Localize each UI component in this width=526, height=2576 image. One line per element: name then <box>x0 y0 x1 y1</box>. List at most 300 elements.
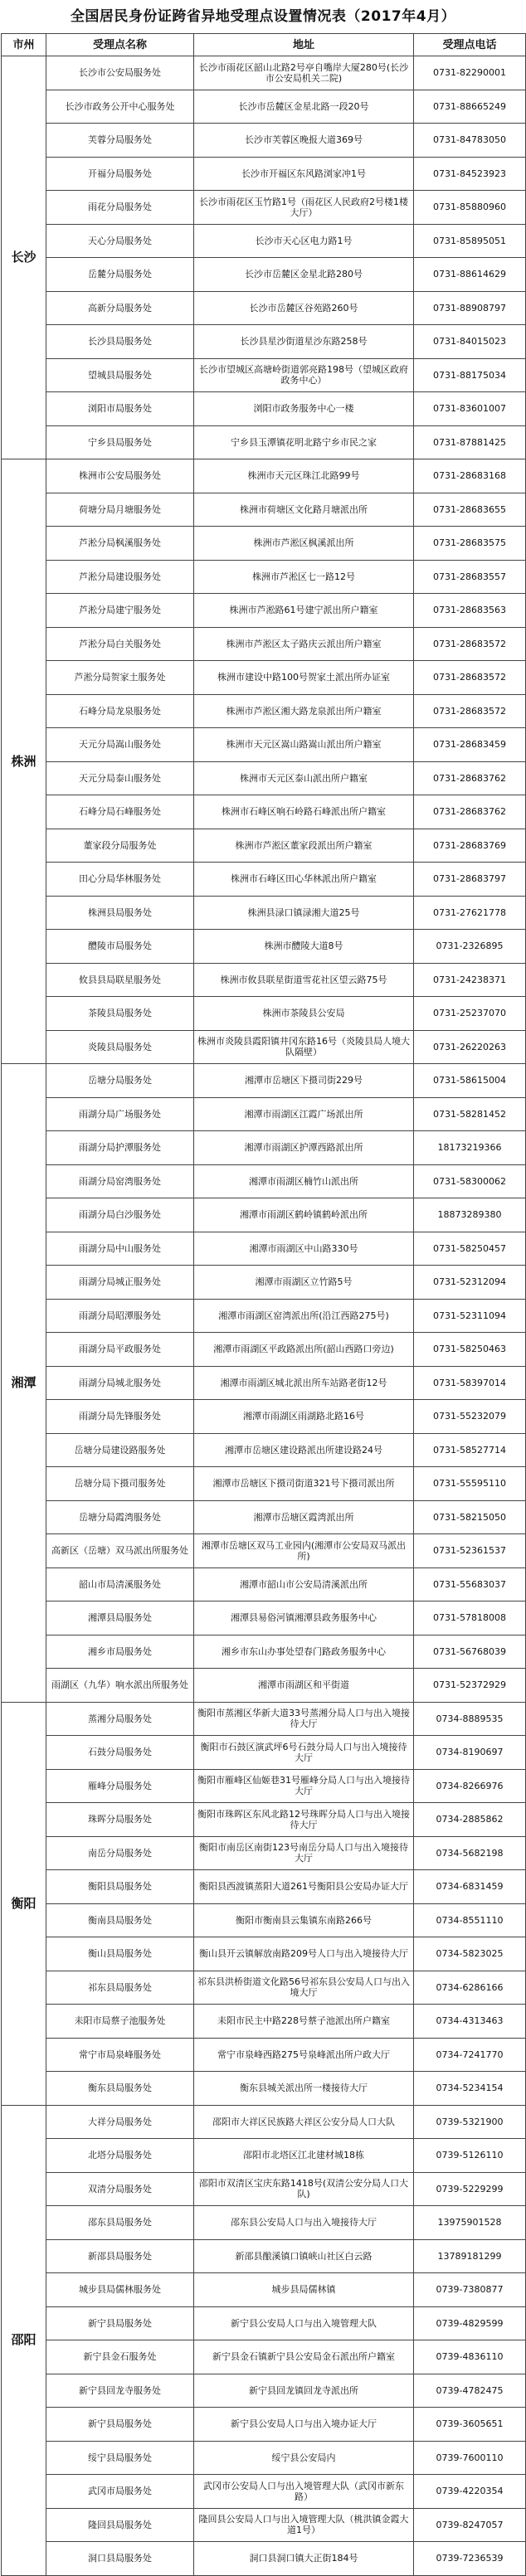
service-point-phone: 0731-58250457 <box>414 1232 526 1266</box>
service-point-phone: 0739-5321900 <box>414 2105 526 2139</box>
service-point-phone: 0739-3605651 <box>414 2408 526 2442</box>
service-point-phone: 0731-28683557 <box>414 560 526 594</box>
service-point-name: 石峰分局石峰服务处 <box>46 795 194 829</box>
table-row <box>2 2374 526 2408</box>
city-cell: 衡阳 <box>2 1702 46 2105</box>
service-point-name: 雨湖分局白沙服务处 <box>46 1198 194 1232</box>
service-point-name: 浏阳市局服务处 <box>46 392 194 426</box>
table-row <box>2 594 526 628</box>
city-cell: 长沙 <box>2 56 46 459</box>
service-point-phone: 0731-55683037 <box>414 1567 526 1601</box>
service-point-address: 湘潭市雨湖区中山路330号 <box>194 1232 414 1266</box>
service-point-phone: 18173219366 <box>414 1131 526 1165</box>
table-row <box>2 358 526 392</box>
table-row <box>2 2306 526 2340</box>
service-point-address: 邵阳市北塔区江北建材城18栋 <box>194 2139 414 2173</box>
service-point-phone: 0731-84015023 <box>414 325 526 359</box>
service-point-phone: 0739-4836110 <box>414 2340 526 2374</box>
service-point-address: 湘潭市雨湖区城北派出所车站路老街12号 <box>194 1366 414 1400</box>
service-point-phone: 0731-52372929 <box>414 1669 526 1703</box>
service-point-address: 武冈市公安局人口与出入境管理大队（武冈市新东路） <box>194 2475 414 2509</box>
service-point-address: 湘潭市雨湖区鹤岭镇鹤岭派出所 <box>194 1198 414 1232</box>
service-point-name: 攸县县局联星服务处 <box>46 963 194 997</box>
service-point-phone: 0731-84523923 <box>414 157 526 191</box>
service-point-address: 新邵县酿溪镇口镇峡山社区白云路 <box>194 2239 414 2273</box>
service-point-phone: 0734-4313463 <box>414 2005 526 2039</box>
service-point-name: 北塔分局服务处 <box>46 2139 194 2173</box>
service-point-name: 望城县局服务处 <box>46 358 194 392</box>
table-row <box>2 1500 526 1534</box>
service-point-phone: 0731-82290001 <box>414 56 526 90</box>
service-point-address: 株洲市芦淞区太子路庆云派出所户籍室 <box>194 627 414 661</box>
table-row <box>2 863 526 897</box>
service-point-phone: 0739-4220354 <box>414 2475 526 2509</box>
service-point-phone: 0731-28683563 <box>414 594 526 628</box>
table-row <box>2 1534 526 1568</box>
table-row <box>2 896 526 930</box>
service-point-address: 长沙市岳麓区金星北路280号 <box>194 258 414 292</box>
service-point-address: 衡阳市石鼓区演武坪6号石鼓分局人口与出入境接待大厅 <box>194 1736 414 1770</box>
service-point-address: 株洲市芦淞区枫溪派出所 <box>194 527 414 561</box>
service-point-phone: 0731-57818008 <box>414 1601 526 1636</box>
service-point-phone: 0731-28683575 <box>414 527 526 561</box>
service-point-phone: 0731-27621778 <box>414 896 526 930</box>
table-row <box>2 1064 526 1098</box>
table-row <box>2 694 526 728</box>
table-row <box>2 1937 526 1971</box>
table-row <box>2 392 526 426</box>
table-row <box>2 1164 526 1198</box>
table-row <box>2 325 526 359</box>
service-point-name: 长沙市公安局服务处 <box>46 56 194 90</box>
service-point-name: 茶陵县局服务处 <box>46 997 194 1031</box>
service-point-address: 耒阳市民主中路228号蔡子池派出所户籍室 <box>194 2005 414 2039</box>
table-row <box>2 1736 526 1770</box>
document-title: 全国居民身份证跨省异地受理点设置情况表（2017年4月） <box>70 8 456 25</box>
service-point-address: 衡阳市衡南县云集镇东南路266号 <box>194 1903 414 1937</box>
service-point-phone: 0731-2326895 <box>414 930 526 964</box>
service-point-address: 长沙县星沙街道星沙东路258号 <box>194 325 414 359</box>
service-point-phone: 0731-25237070 <box>414 997 526 1031</box>
service-point-address: 株洲市芦淞区湘大路龙泉派出所户籍室 <box>194 694 414 728</box>
service-point-phone: 0731-28683769 <box>414 829 526 863</box>
table-row <box>2 661 526 695</box>
service-point-name: 雨湖区（九华）响水派出所服务处 <box>46 1669 194 1703</box>
table-row <box>2 1097 526 1131</box>
service-point-name: 雨花分局服务处 <box>46 191 194 225</box>
service-point-phone: 0731-84783050 <box>414 124 526 158</box>
service-point-phone: 0731-52312094 <box>414 1266 526 1300</box>
table-row <box>2 1567 526 1601</box>
service-point-phone: 0731-85880960 <box>414 191 526 225</box>
table-row <box>2 2239 526 2273</box>
service-point-address: 洞口县洞口镇大正街184号 <box>194 2542 414 2576</box>
service-point-phone: 0731-58300062 <box>414 1164 526 1198</box>
table-row <box>2 2475 526 2509</box>
table-row <box>2 1299 526 1333</box>
service-point-name: 岳麓分局服务处 <box>46 258 194 292</box>
service-point-phone: 0731-28683762 <box>414 795 526 829</box>
service-point-address: 株洲市天元区珠江北路99号 <box>194 459 414 493</box>
city-cell: 株洲 <box>2 459 46 1064</box>
service-point-address: 株洲市芦淞区董家段派出所户籍室 <box>194 829 414 863</box>
service-point-phone: 0731-52361537 <box>414 1534 526 1568</box>
service-point-address: 邵阳市大祥区民族路大祥区公安分局人口大队 <box>194 2105 414 2139</box>
header-address: 地址 <box>194 34 414 56</box>
table-row <box>2 1467 526 1501</box>
service-point-phone: 0734-6831459 <box>414 1870 526 1904</box>
service-point-phone: 0731-55232079 <box>414 1400 526 1434</box>
service-point-address: 衡山县开云镇解放南路209号人口与出入境接待大厅 <box>194 1937 414 1971</box>
table-row <box>2 2441 526 2475</box>
service-point-address: 湘潭市雨湖区窑湾派出所(沿江西路275号) <box>194 1299 414 1333</box>
service-point-name: 耒阳市局蔡子池服务处 <box>46 2005 194 2039</box>
table-row <box>2 728 526 762</box>
service-point-phone: 0739-7380877 <box>414 2273 526 2307</box>
service-point-phone: 0731-28683572 <box>414 694 526 728</box>
city-cell: 邵阳 <box>2 2105 46 2575</box>
table-row <box>2 2139 526 2173</box>
table-row <box>2 1870 526 1904</box>
table-row <box>2 2340 526 2374</box>
service-point-name: 岳塘分局服务处 <box>46 1064 194 1098</box>
table-row <box>2 2038 526 2072</box>
service-point-address: 株洲市攸县联星街道雪花社区望云路75号 <box>194 963 414 997</box>
service-point-name: 荷塘分局月塘服务处 <box>46 493 194 527</box>
service-point-address: 湘潭市岳塘区双马工业园内(湘潭市公安局双马派出所) <box>194 1534 414 1568</box>
service-point-name: 隆回县局服务处 <box>46 2508 194 2542</box>
service-point-phone: 0734-5682198 <box>414 1836 526 1870</box>
header-phone: 受理点电话 <box>414 34 526 56</box>
table-row <box>2 56 526 90</box>
table-row <box>2 1702 526 1736</box>
table-row <box>2 963 526 997</box>
service-point-address: 湘潭市雨湖区护潭西路派出所 <box>194 1131 414 1165</box>
service-point-address: 湘潭县易俗河镇湘潭县政务服务中心 <box>194 1601 414 1636</box>
service-point-name: 天心分局服务处 <box>46 224 194 258</box>
service-point-name: 长沙县局服务处 <box>46 325 194 359</box>
service-point-address: 新宁县金石镇新宁县公安局金石派出所户籍室 <box>194 2340 414 2374</box>
service-point-name: 雨湖分局先锋服务处 <box>46 1400 194 1434</box>
service-point-name: 醴陵市局服务处 <box>46 930 194 964</box>
service-point-name: 雨湖分局中山服务处 <box>46 1232 194 1266</box>
service-point-name: 珠晖分局服务处 <box>46 1803 194 1837</box>
service-point-phone: 0731-85895051 <box>414 224 526 258</box>
service-point-address: 株洲市石峰区田心华林派出所户籍室 <box>194 863 414 897</box>
service-point-name: 祁东县局服务处 <box>46 1971 194 2005</box>
service-point-address: 新宁县公安局人口与出入境办证大厅 <box>194 2408 414 2442</box>
service-point-address: 城步县局儒林镇 <box>194 2273 414 2307</box>
service-point-address: 湘潭市雨湖区立竹路5号 <box>194 1266 414 1300</box>
service-point-phone: 0731-28683762 <box>414 761 526 795</box>
service-point-phone: 0731-28683168 <box>414 459 526 493</box>
service-point-address: 湘潭市雨湖区楠竹山派出所 <box>194 1164 414 1198</box>
header-name: 受理点名称 <box>46 34 194 56</box>
service-point-name: 南岳分局服务处 <box>46 1836 194 1870</box>
service-point-address: 株洲市建设中路100号贺家土派出所办证室 <box>194 661 414 695</box>
table-row <box>2 2408 526 2442</box>
service-point-name: 石峰分局龙泉服务处 <box>46 694 194 728</box>
service-point-address: 长沙市雨花区玉竹路1号（雨花区人民政府2号楼1楼大厅） <box>194 191 414 225</box>
service-point-name: 雨湖分局广场服务处 <box>46 1097 194 1131</box>
service-point-name: 城步县局儒林服务处 <box>46 2273 194 2307</box>
service-point-address: 常宁市泉峰西路275号泉峰派出所户政大厅 <box>194 2038 414 2072</box>
service-point-address: 株洲市炎陵县霞阳镇井冈东路16号（炎陵县局人境大队隔壁） <box>194 1030 414 1064</box>
service-point-phone: 0734-8190697 <box>414 1736 526 1770</box>
table-row <box>2 930 526 964</box>
service-point-name: 开福分局服务处 <box>46 157 194 191</box>
table-row <box>2 1903 526 1937</box>
service-point-phone: 0731-28683655 <box>414 493 526 527</box>
table-row <box>2 1400 526 1434</box>
service-point-name: 新宁县局服务处 <box>46 2408 194 2442</box>
service-point-address: 衡阳市雁峰区仙姬巷31号雁峰分局人口与出入境接待大厅 <box>194 1769 414 1803</box>
service-point-address: 湘潭市岳塘区下摄司街道321号下摄司派出所 <box>194 1467 414 1501</box>
service-point-address: 株洲市天元区嵩山路嵩山派出所户籍室 <box>194 728 414 762</box>
service-point-name: 大祥分局服务处 <box>46 2105 194 2139</box>
service-point-address: 株洲市芦淞区七一路12号 <box>194 560 414 594</box>
service-point-phone: 0734-8889535 <box>414 1702 526 1736</box>
service-point-address: 衡阳市南岳区南街123号南岳分局人口与出入境接待大厅 <box>194 1836 414 1870</box>
service-point-phone: 0731-52311094 <box>414 1299 526 1333</box>
service-point-phone: 0731-56768039 <box>414 1635 526 1669</box>
service-point-phone: 0734-6286166 <box>414 1971 526 2005</box>
service-point-phone: 0739-4829599 <box>414 2306 526 2340</box>
table-row <box>2 90 526 124</box>
table-row <box>2 1030 526 1064</box>
service-point-name: 高新分局服务处 <box>46 291 194 325</box>
service-point-address: 湘潭市岳塘区建设路派出所建设路24号 <box>194 1433 414 1467</box>
service-point-name: 绥宁县局服务处 <box>46 2441 194 2475</box>
table-row <box>2 124 526 158</box>
table-row <box>2 2172 526 2206</box>
service-point-phone: 0739-7600110 <box>414 2441 526 2475</box>
service-point-name: 新邵县局服务处 <box>46 2239 194 2273</box>
service-point-name: 芦淞分局贺家土服务处 <box>46 661 194 695</box>
service-point-address: 株洲市天元区泰山派出所户籍室 <box>194 761 414 795</box>
service-point-name: 雨湖分局昭潭服务处 <box>46 1299 194 1333</box>
table-row <box>2 493 526 527</box>
service-point-name: 石鼓分局服务处 <box>46 1736 194 1770</box>
table-row <box>2 1669 526 1703</box>
table-row <box>2 1266 526 1300</box>
service-point-address: 长沙市岳麓区谷苑路260号 <box>194 291 414 325</box>
service-point-name: 常宁市局泉峰服务处 <box>46 2038 194 2072</box>
service-point-phone: 0734-8551110 <box>414 1903 526 1937</box>
table-row <box>2 2105 526 2139</box>
service-point-address: 长沙市开福区东风路浏家冲1号 <box>194 157 414 191</box>
service-point-phone: 0731-58527714 <box>414 1433 526 1467</box>
service-point-name: 芦淞分局枫溪服务处 <box>46 527 194 561</box>
service-point-name: 长沙市政务公开中心服务处 <box>46 90 194 124</box>
service-point-address: 株洲市石峰区响石岭路石峰派出所户籍室 <box>194 795 414 829</box>
service-point-phone: 0731-88665249 <box>414 90 526 124</box>
service-point-address: 长沙市天心区电力路1号 <box>194 224 414 258</box>
service-point-address: 株洲市茶陵县公安局 <box>194 997 414 1031</box>
service-point-phone: 0731-24238371 <box>414 963 526 997</box>
table-row <box>2 459 526 493</box>
table-row <box>2 2542 526 2576</box>
service-point-address: 长沙市望城区高塘岭街道郭亮路198号（望城区政府政务中心） <box>194 358 414 392</box>
service-point-name: 宁乡县局服务处 <box>46 425 194 459</box>
service-point-phone: 18873289380 <box>414 1198 526 1232</box>
service-point-address: 湘乡市东山办事处望春门路政务服务中心 <box>194 1635 414 1669</box>
table-row <box>2 1333 526 1367</box>
service-point-address: 浏阳市政务服务中心一楼 <box>194 392 414 426</box>
service-point-name: 雨湖分局平政服务处 <box>46 1333 194 1367</box>
service-point-name: 岳塘分局霞湾服务处 <box>46 1500 194 1534</box>
service-point-address: 隆回县公安局人口与出入境管理大队（桃洪镇金霞大道1号） <box>194 2508 414 2542</box>
table-row <box>2 2206 526 2240</box>
service-point-name: 衡东县局服务处 <box>46 2072 194 2106</box>
service-point-name: 雁峰分局服务处 <box>46 1769 194 1803</box>
service-point-name: 新宁县回龙寺服务处 <box>46 2374 194 2408</box>
service-point-phone: 0739-7236539 <box>414 2542 526 2576</box>
service-point-address: 邵东县公安局人口与出入境接待大厅 <box>194 2206 414 2240</box>
table-row <box>2 1836 526 1870</box>
service-point-address: 衡阳县西渡镇蒸阳大道261号衡阳县公安局办证大厅 <box>194 1870 414 1904</box>
service-point-name: 高新区（岳塘）双马派出所服务处 <box>46 1534 194 1568</box>
service-point-name: 武冈市局服务处 <box>46 2475 194 2509</box>
service-point-phone: 0739-8247057 <box>414 2508 526 2542</box>
service-point-phone: 0734-8266976 <box>414 1769 526 1803</box>
service-point-name: 株洲市公安局服务处 <box>46 459 194 493</box>
service-point-name: 天元分局嵩山服务处 <box>46 728 194 762</box>
table-row <box>2 1366 526 1400</box>
service-point-name: 芦淞分局建宁服务处 <box>46 594 194 628</box>
table-row <box>2 829 526 863</box>
service-point-phone: 0731-58250463 <box>414 1333 526 1367</box>
table-row <box>2 2273 526 2307</box>
table-row <box>2 1131 526 1165</box>
service-point-name: 衡南县局服务处 <box>46 1903 194 1937</box>
service-point-address: 株洲县渌口镇渌湘大道25号 <box>194 896 414 930</box>
service-point-phone: 0734-5234154 <box>414 2072 526 2106</box>
service-point-name: 芙蓉分局服务处 <box>46 124 194 158</box>
service-point-name: 蒸湘分局服务处 <box>46 1702 194 1736</box>
service-point-name: 芦淞分局白关服务处 <box>46 627 194 661</box>
service-point-address: 新宁县回龙镇回龙寺派出所 <box>194 2374 414 2408</box>
service-point-address: 衡东县城关派出所一楼接待大厅 <box>194 2072 414 2106</box>
service-point-phone: 0739-4782475 <box>414 2374 526 2408</box>
service-point-name: 湘潭县局服务处 <box>46 1601 194 1636</box>
service-point-name: 田心分局华林服务处 <box>46 863 194 897</box>
service-point-phone: 0731-88175034 <box>414 358 526 392</box>
service-point-phone: 0731-83601007 <box>414 392 526 426</box>
service-point-address: 湘潭市雨湖区和平街道 <box>194 1669 414 1703</box>
header-city: 市州 <box>2 34 46 56</box>
service-point-phone: 0731-28683572 <box>414 661 526 695</box>
table-row <box>2 1198 526 1232</box>
service-point-phone: 0731-58215050 <box>414 1500 526 1534</box>
service-point-name: 芦淞分局建设服务处 <box>46 560 194 594</box>
service-point-name: 洞口县局服务处 <box>46 2542 194 2576</box>
service-point-address: 湘潭市雨湖区平政路派出所(韶山西路口旁边) <box>194 1333 414 1367</box>
table-row <box>2 795 526 829</box>
table-row <box>2 258 526 292</box>
table-row <box>2 1601 526 1636</box>
service-point-address: 株洲市荷塘区文化路月塘派出所 <box>194 493 414 527</box>
table-row <box>2 2005 526 2039</box>
table-row <box>2 291 526 325</box>
service-point-name: 雨湖分局窑湾服务处 <box>46 1164 194 1198</box>
service-point-name: 董家段分局服务处 <box>46 829 194 863</box>
service-point-address: 新宁县公安局人口与出入境管理大队 <box>194 2306 414 2340</box>
service-point-address: 湘潭市雨湖区江霞广场派出所 <box>194 1097 414 1131</box>
service-point-address: 祁东县洪桥街道文化路56号祁东县公安局人口与出入境大厅 <box>194 1971 414 2005</box>
service-point-name: 炎陵县局服务处 <box>46 1030 194 1064</box>
service-point-address: 株洲市芦淞路61号建宁派出所户籍室 <box>194 594 414 628</box>
service-point-name: 岳塘分局建设路服务处 <box>46 1433 194 1467</box>
service-point-phone: 0731-58615004 <box>414 1064 526 1098</box>
service-point-address: 株洲市醴陵大道8号 <box>194 930 414 964</box>
service-point-name: 新宁县局服务处 <box>46 2306 194 2340</box>
service-point-phone: 0731-55595110 <box>414 1467 526 1501</box>
service-point-name: 双清分局服务处 <box>46 2172 194 2206</box>
service-point-phone: 0734-5823025 <box>414 1937 526 1971</box>
service-point-phone: 0731-88908797 <box>414 291 526 325</box>
table-row <box>2 2072 526 2106</box>
service-point-name: 韶山市局清溪服务处 <box>46 1567 194 1601</box>
service-point-address: 邵阳市双清区宝庆东路1418号(双清公安分局人口大队) <box>194 2172 414 2206</box>
table-row <box>2 997 526 1031</box>
table-row <box>2 1433 526 1467</box>
service-point-address: 长沙市岳麓区金星北路一段20号 <box>194 90 414 124</box>
table-row <box>2 2508 526 2542</box>
table-row <box>2 1803 526 1837</box>
service-point-name: 邵东县局服务处 <box>46 2206 194 2240</box>
service-point-name: 岳塘分局下摄司服务处 <box>46 1467 194 1501</box>
service-point-phone: 0731-28683797 <box>414 863 526 897</box>
service-point-phone: 0731-58281452 <box>414 1097 526 1131</box>
city-cell: 湘潭 <box>2 1064 46 1703</box>
table-row <box>2 560 526 594</box>
service-point-phone: 0731-28683572 <box>414 627 526 661</box>
service-point-address: 湘潭市岳塘区霞湾派出所 <box>194 1500 414 1534</box>
table-header-row <box>2 34 526 56</box>
table-row <box>2 1769 526 1803</box>
service-point-address: 绥宁县公安局内 <box>194 2441 414 2475</box>
service-point-name: 衡阳县局服务处 <box>46 1870 194 1904</box>
table-row <box>2 527 526 561</box>
service-point-phone: 0731-58397014 <box>414 1366 526 1400</box>
service-point-name: 株洲县局服务处 <box>46 896 194 930</box>
service-point-address: 长沙市芙蓉区晚报大道369号 <box>194 124 414 158</box>
service-point-phone: 0739-5126110 <box>414 2139 526 2173</box>
service-point-address: 湘潭市岳塘区下摄司街229号 <box>194 1064 414 1098</box>
table-row <box>2 627 526 661</box>
table-row <box>2 761 526 795</box>
table-row <box>2 224 526 258</box>
service-point-phone: 13789181299 <box>414 2239 526 2273</box>
service-point-name: 衡山县局服务处 <box>46 1937 194 1971</box>
service-points-table <box>1 33 526 2576</box>
service-point-name: 雨湖分局城正服务处 <box>46 1266 194 1300</box>
service-point-address: 湘潭市雨湖区雨湖路北路16号 <box>194 1400 414 1434</box>
service-point-address: 宁乡县玉潭镇花明北路宁乡市民之家 <box>194 425 414 459</box>
table-row <box>2 191 526 225</box>
service-point-name: 湘乡市局服务处 <box>46 1635 194 1669</box>
service-point-address: 衡阳市蒸湘区华新大道33号蒸湘分局人口与出入境接待大厅 <box>194 1702 414 1736</box>
service-point-phone: 0734-7241770 <box>414 2038 526 2072</box>
service-point-phone: 0731-26220263 <box>414 1030 526 1064</box>
table-row <box>2 157 526 191</box>
service-point-phone: 0731-87881425 <box>414 425 526 459</box>
service-point-phone: 0739-5229299 <box>414 2172 526 2206</box>
service-point-phone: 0734-2885862 <box>414 1803 526 1837</box>
service-point-phone: 0731-88614629 <box>414 258 526 292</box>
service-point-phone: 0731-28683459 <box>414 728 526 762</box>
